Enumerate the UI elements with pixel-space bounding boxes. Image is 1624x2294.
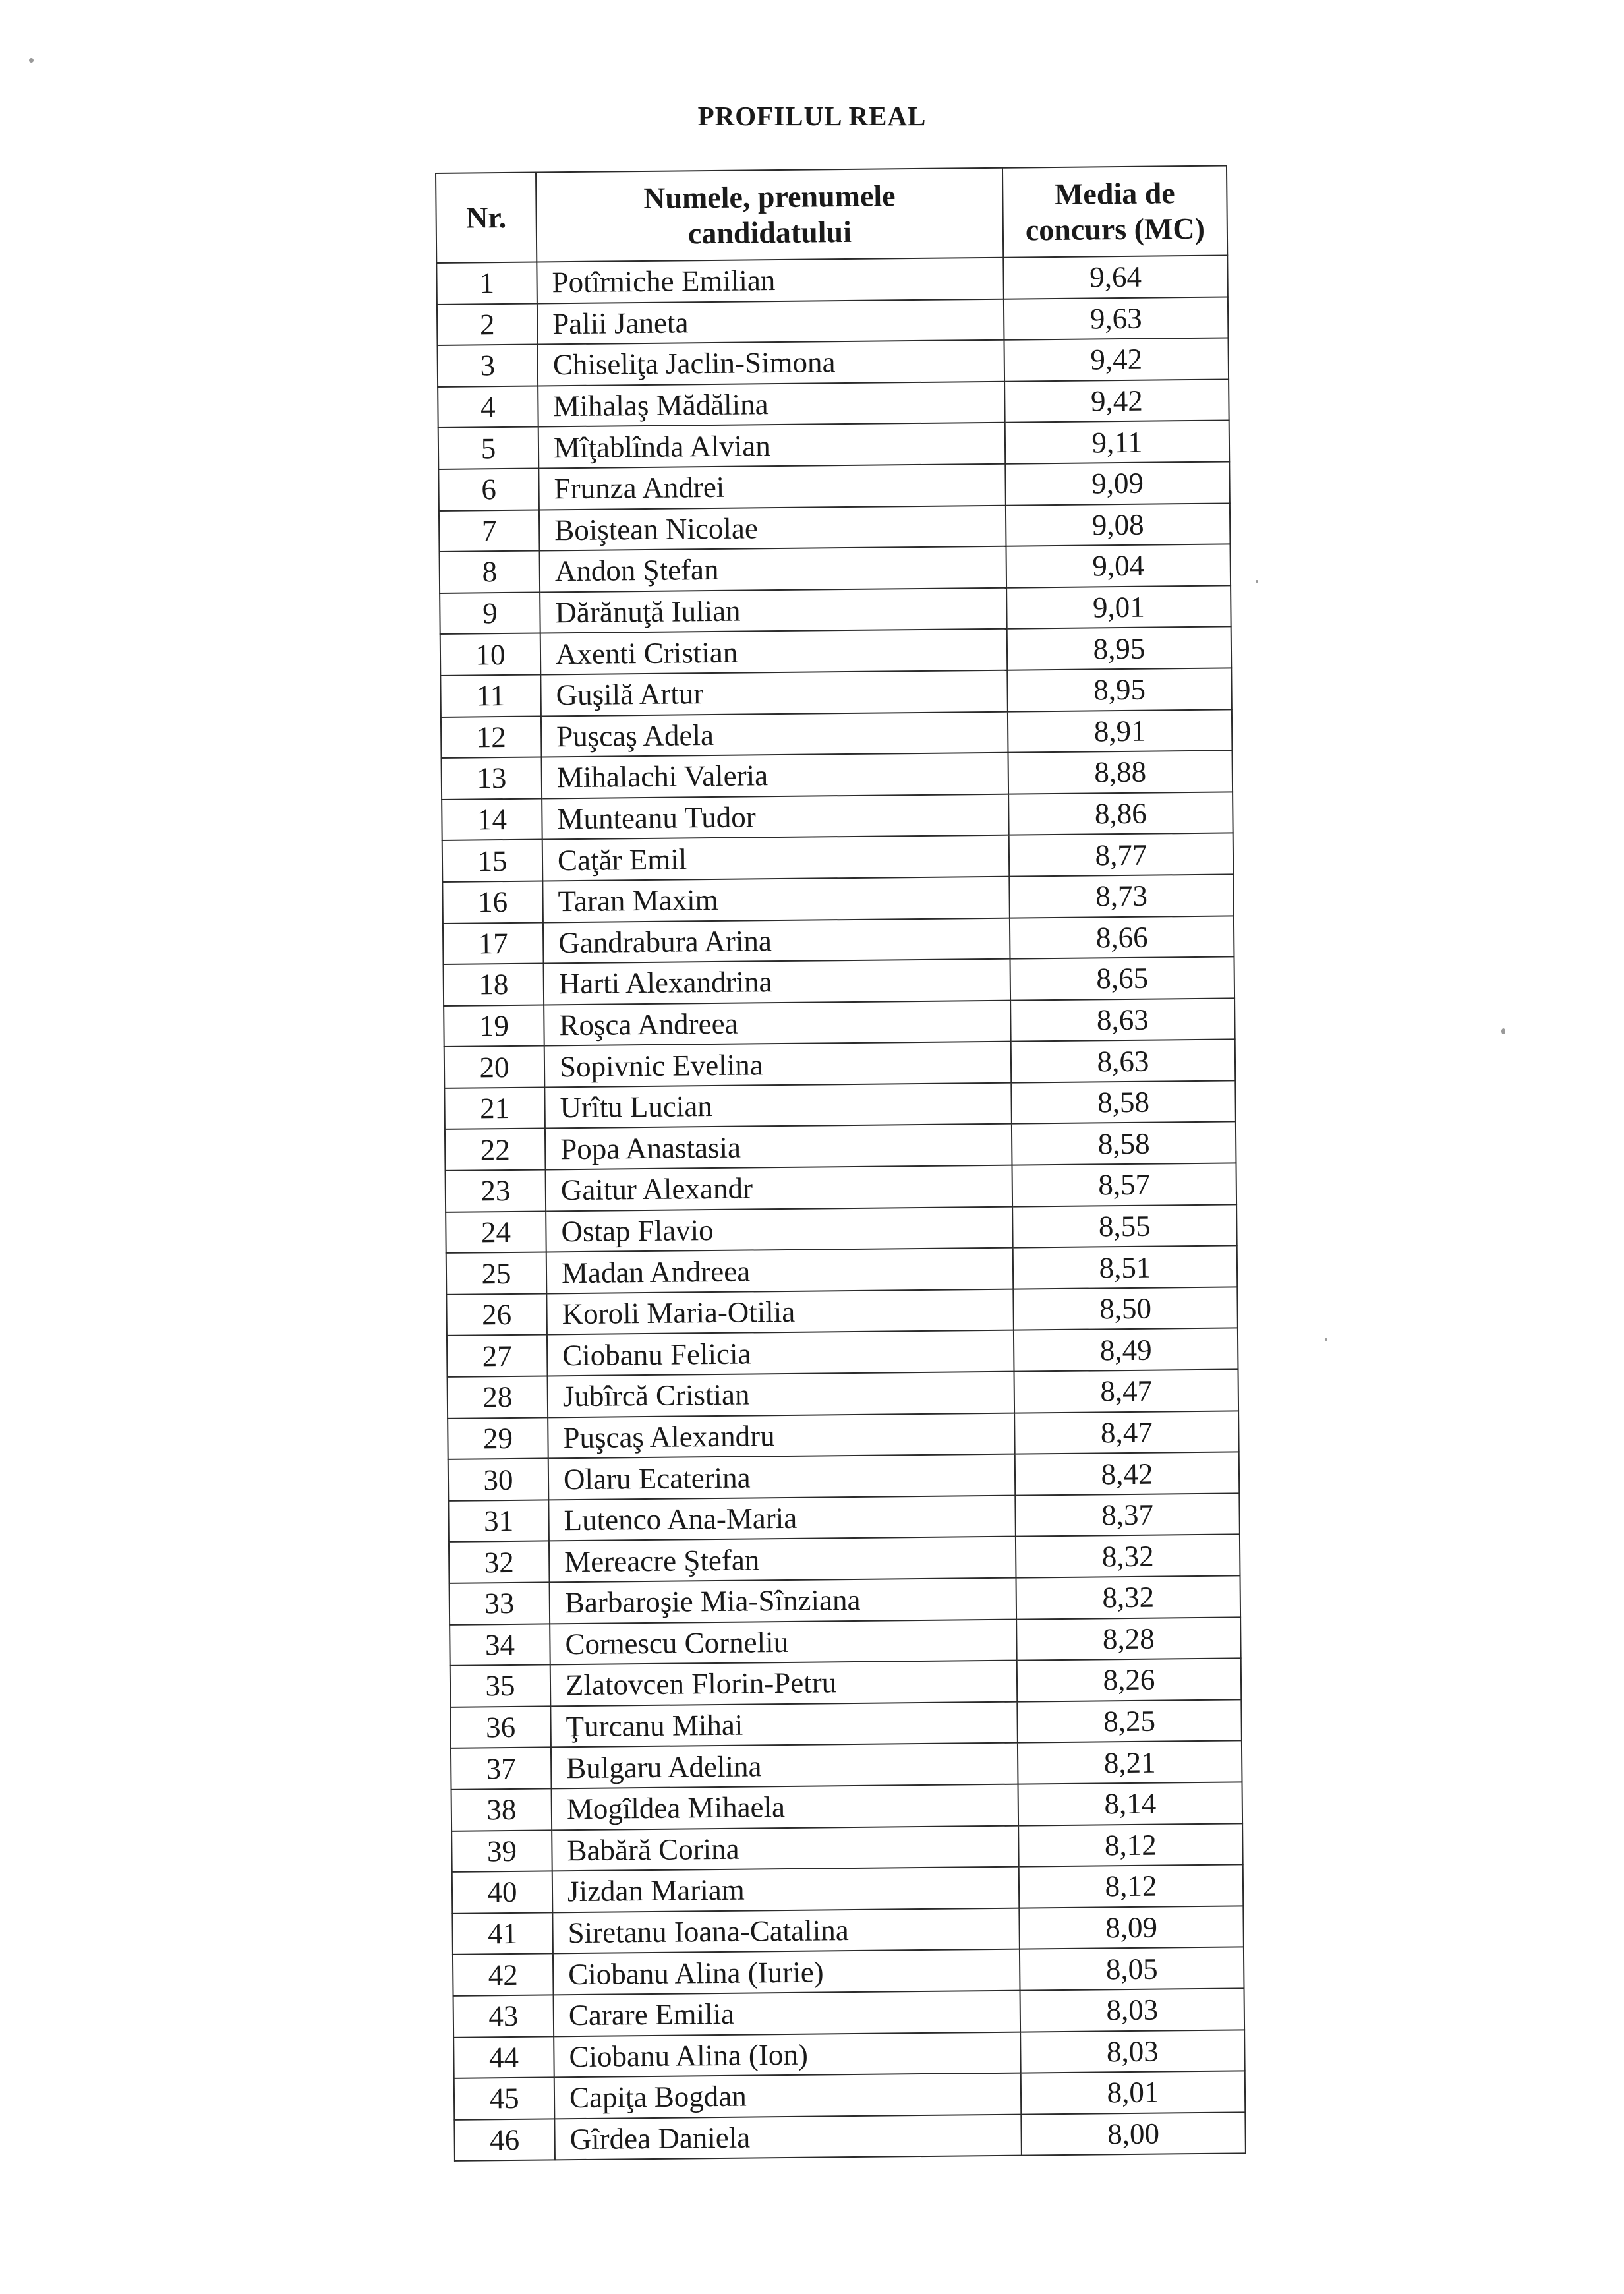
row-number: 25 <box>446 1252 547 1295</box>
row-number: 15 <box>442 840 543 882</box>
row-number: 8 <box>440 551 540 593</box>
contest-average: 8,88 <box>1008 751 1232 794</box>
row-number: 24 <box>446 1211 546 1253</box>
row-number: 21 <box>444 1087 545 1129</box>
candidate-name: Caţăr Emil <box>542 835 1010 881</box>
table-row <box>444 1040 1236 1088</box>
candidate-name: Siretanu Ioana-Catalina <box>552 1908 1020 1953</box>
contest-average: 8,65 <box>1010 957 1234 1001</box>
row-number: 31 <box>448 1500 549 1542</box>
table-row <box>446 1204 1237 1253</box>
table-row <box>440 627 1232 676</box>
table-row <box>438 461 1230 510</box>
table-row <box>443 916 1234 964</box>
contest-average: 8,63 <box>1011 1040 1236 1083</box>
candidate-name: Madan Andreea <box>546 1248 1014 1293</box>
candidate-name: Mereacre Ştefan <box>549 1537 1016 1582</box>
candidate-name: Gaitur Alexandr <box>546 1165 1013 1211</box>
scan-speck <box>1325 1338 1327 1341</box>
scan-speck <box>1501 1028 1505 1034</box>
table-row <box>442 874 1234 923</box>
table-row <box>448 1369 1239 1418</box>
contest-average: 8,00 <box>1021 2112 1246 2156</box>
candidate-name: Bulgaru Adelina <box>551 1743 1018 1788</box>
candidate-name: Ţurcanu Mihai <box>550 1701 1018 1747</box>
row-number: 20 <box>444 1046 545 1088</box>
candidate-name: Potîrniche Emilian <box>536 258 1004 303</box>
header-mc <box>1002 165 1227 257</box>
table-row <box>444 957 1235 1006</box>
table-row <box>448 1411 1239 1459</box>
contest-average: 8,50 <box>1013 1287 1238 1330</box>
contest-average: 8,14 <box>1018 1782 1243 1825</box>
row-number: 34 <box>450 1624 550 1666</box>
table-row <box>449 1535 1240 1583</box>
table-row <box>442 792 1233 840</box>
candidate-name: Munteanu Tudor <box>542 794 1009 839</box>
table-row <box>440 544 1231 593</box>
contest-average: 8,37 <box>1015 1493 1240 1537</box>
header-name-line2: candidatului <box>687 214 852 250</box>
candidate-name: Dărănuţă Iulian <box>540 587 1007 633</box>
table-row <box>452 1906 1244 1955</box>
row-number: 17 <box>443 922 544 964</box>
table-row <box>438 421 1230 469</box>
table-row <box>451 1782 1243 1831</box>
table-row <box>448 1452 1240 1501</box>
candidate-name: Urîtu Lucian <box>544 1083 1012 1129</box>
candidate-name: Gandrabura Arina <box>543 918 1010 963</box>
table-row <box>439 503 1231 552</box>
candidate-name: Guşilă Artur <box>540 670 1008 716</box>
results-table <box>435 165 1246 2162</box>
row-number: 14 <box>442 798 542 840</box>
row-number: 41 <box>452 1912 553 1955</box>
table-row <box>454 2112 1246 2161</box>
row-number: 13 <box>442 757 542 800</box>
row-number: 7 <box>439 510 540 552</box>
row-number: 22 <box>445 1129 546 1171</box>
row-number: 39 <box>451 1830 552 1872</box>
contest-average: 8,49 <box>1014 1328 1238 1372</box>
contest-average: 8,77 <box>1009 833 1234 877</box>
row-number: 10 <box>440 633 541 676</box>
table-header <box>436 165 1227 263</box>
contest-average: 8,58 <box>1012 1122 1236 1165</box>
candidate-name: Sopivnic Evelina <box>544 1042 1012 1087</box>
candidate-name: Frunza Andrei <box>538 464 1006 510</box>
contest-average: 8,12 <box>1019 1865 1244 1908</box>
row-number: 46 <box>454 2119 555 2161</box>
contest-average: 8,21 <box>1018 1741 1242 1784</box>
contest-average: 8,86 <box>1008 792 1233 835</box>
scan-speck <box>1256 580 1258 583</box>
table-row <box>446 1287 1238 1336</box>
table-row <box>450 1617 1241 1666</box>
candidate-name: Roşca Andreea <box>544 1000 1011 1045</box>
candidate-name: Jubîrcă Cristian <box>548 1372 1015 1417</box>
contest-average: 8,57 <box>1012 1163 1236 1206</box>
row-number: 26 <box>446 1293 547 1336</box>
table-row <box>441 709 1232 758</box>
candidate-name: Boiştean Nicolae <box>539 505 1006 550</box>
row-number: 16 <box>442 881 543 923</box>
contest-average: 8,28 <box>1016 1617 1241 1661</box>
candidate-name: Ostap Flavio <box>546 1206 1013 1252</box>
row-number: 45 <box>454 2078 555 2120</box>
candidate-name: Chiseliţa Jaclin-Simona <box>538 340 1005 386</box>
row-number: 27 <box>447 1335 548 1377</box>
row-number: 36 <box>450 1706 551 1748</box>
table-row <box>451 1823 1243 1872</box>
row-number: 30 <box>448 1459 549 1501</box>
table-row <box>442 833 1234 882</box>
contest-average: 8,66 <box>1010 916 1234 959</box>
row-number: 40 <box>452 1871 553 1914</box>
candidate-name: Ciobanu Felicia <box>547 1330 1014 1376</box>
table-row <box>445 1122 1236 1171</box>
contest-average: 8,63 <box>1010 998 1235 1042</box>
candidate-name: Mogîldea Mihaela <box>552 1784 1019 1830</box>
candidate-name: Mihalachi Valeria <box>542 753 1009 798</box>
candidate-name: Capiţa Bogdan <box>554 2073 1022 2119</box>
scan-speck <box>29 58 34 63</box>
table-body <box>436 255 1246 2161</box>
candidate-name: Mihalaş Mădălina <box>538 382 1005 427</box>
candidate-name: Palii Janeta <box>537 299 1004 344</box>
contest-average: 8,95 <box>1007 668 1232 711</box>
candidate-name: Ciobanu Alina (Iurie) <box>553 1949 1020 1995</box>
contest-average: 8,73 <box>1009 874 1234 918</box>
header-nr-label: Nr. <box>465 200 507 235</box>
contest-average: 8,03 <box>1020 1988 1245 2032</box>
candidate-name: Carare Emilia <box>554 1991 1021 2036</box>
contest-average: 8,91 <box>1008 709 1232 753</box>
row-number: 11 <box>440 674 541 717</box>
header-mc-line2: concurs (MC) <box>1025 211 1205 247</box>
contest-average: 9,64 <box>1003 255 1228 299</box>
table-row <box>451 1741 1242 1790</box>
row-number: 29 <box>448 1417 548 1459</box>
row-number: 4 <box>438 386 538 428</box>
candidate-name: Taran Maxim <box>542 877 1010 922</box>
row-number: 19 <box>444 1005 544 1047</box>
contest-average: 8,03 <box>1020 2030 1245 2073</box>
candidate-name: Jizdan Mariam <box>552 1867 1020 1912</box>
table-row <box>453 1947 1244 1996</box>
row-number: 33 <box>450 1582 550 1624</box>
contest-average: 8,55 <box>1012 1204 1237 1248</box>
contest-average: 9,01 <box>1006 585 1231 629</box>
contest-average: 8,32 <box>1016 1535 1240 1578</box>
contest-average: 9,42 <box>1004 379 1229 423</box>
row-number: 44 <box>453 2036 554 2078</box>
contest-average: 8,32 <box>1016 1575 1241 1619</box>
header-name <box>536 168 1003 262</box>
table-row <box>440 668 1232 717</box>
candidate-name: Andon Ştefan <box>540 546 1007 592</box>
contest-average: 9,09 <box>1005 461 1230 505</box>
contest-average: 8,25 <box>1017 1699 1242 1743</box>
row-number: 18 <box>444 964 544 1006</box>
row-number: 2 <box>437 303 538 345</box>
table-row <box>447 1328 1238 1377</box>
contest-average: 9,11 <box>1005 421 1230 464</box>
candidate-name: Gîrdea Daniela <box>554 2114 1022 2160</box>
contest-average: 8,47 <box>1014 1369 1238 1413</box>
candidate-name: Ciobanu Alina (Ion) <box>554 2032 1021 2077</box>
row-number: 12 <box>441 716 542 758</box>
row-number: 38 <box>451 1788 552 1831</box>
table-row <box>448 1493 1240 1542</box>
candidate-name: Koroli Maria-Otilia <box>546 1289 1014 1335</box>
contest-average: 8,12 <box>1018 1823 1243 1867</box>
contest-average: 8,51 <box>1013 1246 1238 1289</box>
table-row <box>450 1699 1242 1748</box>
row-number: 43 <box>453 1995 554 2037</box>
table-row <box>436 255 1228 304</box>
candidate-name: Lutenco Ana-Maria <box>548 1495 1016 1541</box>
table-row <box>444 998 1235 1047</box>
table-row <box>446 1246 1238 1295</box>
table-row <box>450 1659 1242 1707</box>
contest-average: 8,09 <box>1019 1906 1244 1949</box>
candidate-name: Mîţablînda Alvian <box>538 423 1006 468</box>
page-title: PROFILUL REAL <box>697 101 927 131</box>
table-row <box>438 379 1229 428</box>
row-number: 1 <box>436 262 537 305</box>
contest-average: 8,05 <box>1020 1947 1244 1991</box>
candidate-name: Popa Anastasia <box>545 1124 1012 1169</box>
row-number: 37 <box>451 1748 552 1790</box>
row-number: 3 <box>438 345 538 387</box>
table-row <box>454 2071 1246 2119</box>
candidate-name: Olaru Ecaterina <box>548 1454 1016 1500</box>
header-mc-line1: Media de <box>1054 176 1175 211</box>
table-row <box>440 585 1231 634</box>
contest-average: 8,95 <box>1007 627 1232 670</box>
contest-average: 9,04 <box>1006 544 1231 588</box>
header-row <box>436 165 1227 263</box>
candidate-name: Harti Alexandrina <box>544 959 1011 1005</box>
table-row <box>446 1163 1237 1212</box>
contest-average: 8,58 <box>1011 1080 1236 1124</box>
row-number: 23 <box>446 1170 546 1212</box>
row-number: 35 <box>450 1665 551 1707</box>
table-row <box>450 1575 1241 1624</box>
row-number: 9 <box>440 592 540 634</box>
contest-average: 8,01 <box>1021 2071 1246 2114</box>
candidate-name: Axenti Cristian <box>540 629 1008 674</box>
table-row <box>453 2030 1245 2078</box>
row-number: 42 <box>453 1954 554 1996</box>
table-row <box>437 297 1229 345</box>
header-name-line1: Numele, prenumele <box>643 179 896 215</box>
row-number: 5 <box>438 427 539 469</box>
contest-average: 8,42 <box>1015 1452 1240 1496</box>
candidate-name: Babără Corina <box>552 1825 1019 1871</box>
table-row <box>452 1865 1244 1914</box>
candidate-name: Puşcaş Alexandru <box>548 1413 1015 1458</box>
contest-average: 9,63 <box>1004 297 1229 340</box>
row-number: 28 <box>448 1376 548 1418</box>
table-row <box>438 338 1229 387</box>
row-number: 32 <box>449 1541 550 1583</box>
table-row <box>453 1988 1245 2037</box>
candidate-name: Cornescu Corneliu <box>550 1619 1017 1664</box>
contest-average: 9,08 <box>1006 503 1231 546</box>
contest-average: 9,42 <box>1004 338 1229 382</box>
header-nr <box>436 173 536 263</box>
contest-average: 8,47 <box>1014 1411 1239 1454</box>
candidate-name: Zlatovcen Florin-Petru <box>550 1661 1018 1706</box>
candidate-name: Barbaroşie Mia-Sînziana <box>550 1578 1017 1624</box>
row-number: 6 <box>438 468 539 510</box>
candidate-name: Puşcaş Adela <box>541 711 1008 757</box>
table-row <box>442 751 1233 800</box>
table-row <box>444 1080 1236 1129</box>
contest-average: 8,26 <box>1017 1659 1242 1702</box>
